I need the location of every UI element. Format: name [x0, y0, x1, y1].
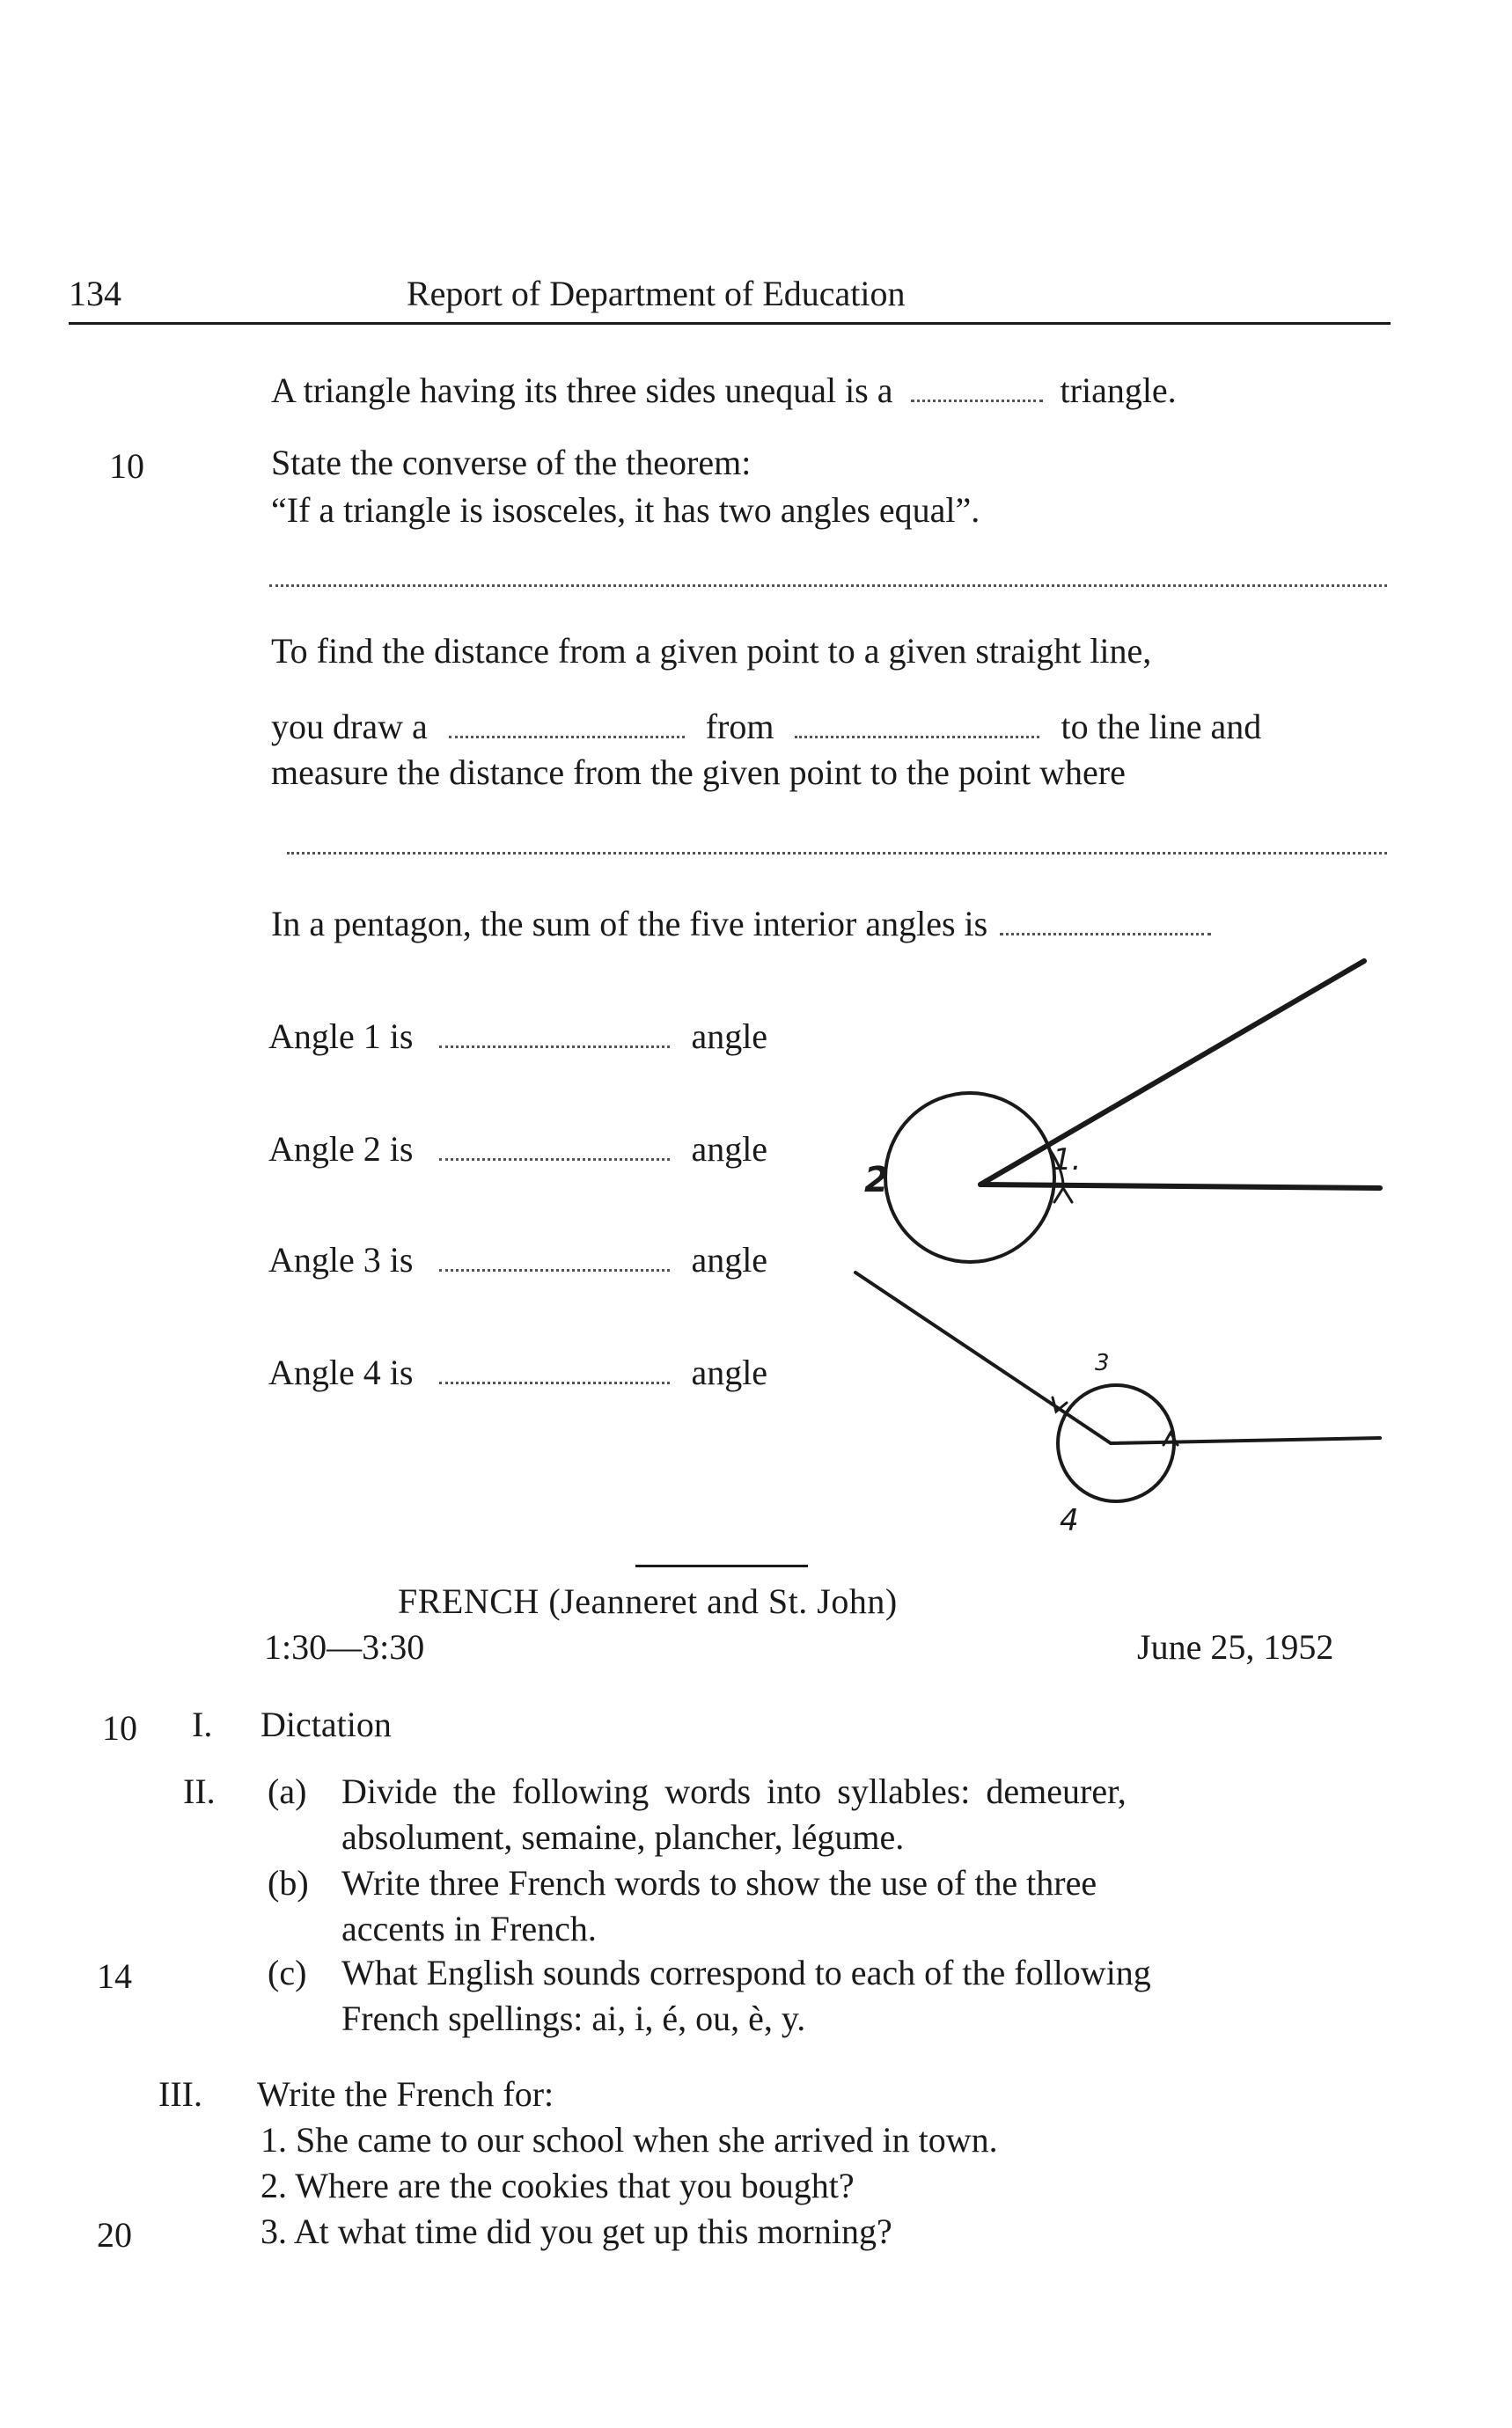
ray-horizontal-top: [980, 1185, 1380, 1188]
figure-label-2: 2: [864, 1160, 889, 1200]
angle-label: Angle 4 is: [268, 1353, 414, 1392]
list-item: 2. Where are the cookies that you bought?: [261, 2166, 855, 2205]
arrow-3: [1053, 1397, 1067, 1412]
item-label: (b): [268, 1863, 309, 1903]
header-rule: [69, 322, 1391, 325]
question-pentagon: [271, 906, 1211, 942]
running-title: Report of Department of Education: [407, 274, 906, 313]
text-segment: to the line and: [1061, 707, 1262, 746]
answer-blank: [439, 1037, 670, 1048]
angle-1-line: [268, 1016, 768, 1056]
french-title: FRENCH (Jeanneret and St. John): [398, 1581, 898, 1621]
angle-label: Angle 2 is: [268, 1129, 414, 1169]
page-number: 134: [69, 274, 121, 313]
figure-label-3: 3: [1095, 1350, 1110, 1376]
figure-label-1: 1.: [1053, 1142, 1082, 1177]
question-text: A triangle having its three sides unequal is a: [271, 370, 893, 410]
angle-label: Angle 1 is: [268, 1016, 414, 1056]
answer-line: [269, 584, 1387, 587]
item-text: Divide the following words into syllables: demeurer,: [341, 1771, 1127, 1811]
angle-circle-bottom: [1058, 1385, 1174, 1501]
marks-value: 20: [97, 2215, 132, 2255]
angle-suffix: angle: [691, 1353, 768, 1392]
item-label: (c): [268, 1953, 307, 1992]
exam-time: 1:30—3:30: [264, 1627, 425, 1667]
question-scalene: [271, 370, 1177, 410]
answer-line: [287, 852, 1387, 855]
question-distance-line1: To find the distance from a given point to a given straight line,: [271, 631, 1152, 671]
section-intro: Write the French for:: [257, 2074, 554, 2114]
arrow-4: [1163, 1433, 1178, 1445]
item-text: accents in French.: [341, 1909, 597, 1948]
item-text: Write three French words to show the use of the three: [341, 1863, 1097, 1903]
answer-blank: [439, 1373, 670, 1384]
text-segment: you draw a: [271, 707, 428, 746]
item-text: What English sounds correspond to each of the following: [341, 1953, 1151, 1992]
answer-blank: [1000, 924, 1211, 935]
section-text: Dictation: [261, 1705, 392, 1744]
text-segment: from: [705, 707, 774, 746]
answer-blank: [795, 727, 1039, 738]
ray-horizontal-bottom: [1111, 1438, 1380, 1443]
item-text: absolument, semaine, plancher, légume.: [341, 1817, 905, 1857]
section-number: III.: [158, 2074, 202, 2114]
section-number: I.: [192, 1705, 213, 1744]
angle-2-line: [268, 1129, 768, 1169]
exam-date: June 25, 1952: [1137, 1627, 1334, 1667]
question-converse-line1: State the converse of the theorem:: [271, 443, 752, 482]
item-text: French spellings: ai, i, é, ou, è, y.: [341, 1999, 806, 2038]
angle-label: Angle 3 is: [268, 1240, 414, 1280]
angle-4-line: [268, 1355, 767, 1390]
answer-blank: [439, 1149, 670, 1161]
answer-blank: [911, 391, 1043, 402]
question-distance-line2: [271, 709, 1261, 745]
answer-blank: [449, 727, 685, 738]
ray-upper: [980, 961, 1364, 1185]
marks-value: 14: [97, 1956, 132, 1996]
list-item: 3. At what time did you get up this morning?: [261, 2212, 892, 2251]
marks-value: 10: [109, 446, 144, 486]
ray-diagonal-lower: [855, 1273, 1111, 1443]
question-text-end: triangle.: [1060, 370, 1177, 410]
angle-suffix: angle: [691, 1016, 768, 1056]
angle-circle-top: [885, 1093, 1054, 1262]
question-text: In a pentagon, the sum of the five interior angles is: [271, 904, 988, 943]
angle-suffix: angle: [691, 1129, 768, 1169]
answer-blank: [439, 1260, 670, 1272]
question-converse-line2: “If a triangle is isosceles, it has two angles equal”.: [271, 490, 980, 530]
angle-3-line: [268, 1240, 768, 1280]
section-divider: [635, 1565, 808, 1567]
figure-label-4: 4: [1060, 1503, 1079, 1538]
angle-suffix: angle: [691, 1240, 768, 1280]
arrow-1: [1054, 1188, 1072, 1202]
section-number: II.: [183, 1771, 216, 1811]
question-distance-line3: measure the distance from the given point to the point where: [271, 752, 1126, 792]
list-item: 1. She came to our school when she arrived in town.: [261, 2120, 998, 2160]
item-label: (a): [268, 1771, 307, 1811]
marks-value: 10: [102, 1708, 137, 1748]
